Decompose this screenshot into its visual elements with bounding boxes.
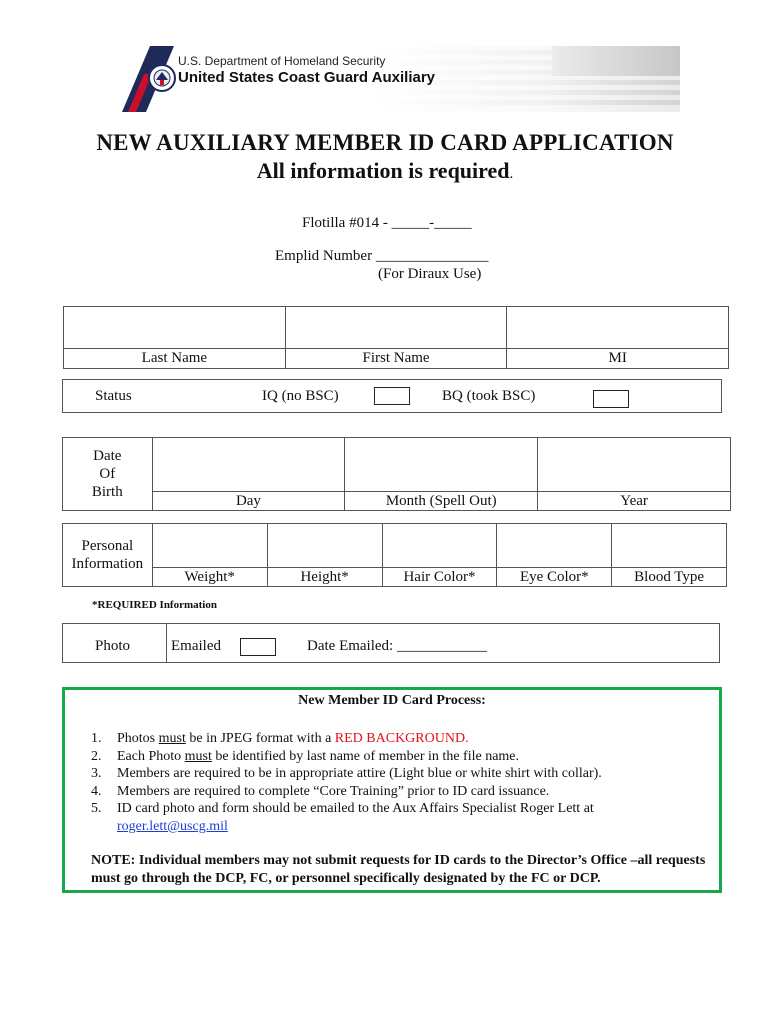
height-header: Height* — [267, 568, 382, 587]
list-number: 3. — [91, 766, 102, 782]
dob-label-line: Of — [99, 466, 116, 482]
day-header: Day — [152, 492, 345, 511]
bq-checkbox[interactable] — [593, 390, 629, 408]
item-text: Photos — [117, 731, 159, 746]
agency-name: U.S. Department of Homeland Security — [178, 54, 386, 68]
list-number: 5. — [91, 801, 102, 817]
emplid-note: (For Diraux Use) — [378, 266, 482, 282]
date-emailed-field[interactable]: Date Emailed: ____________ — [307, 638, 487, 654]
weight-field[interactable] — [152, 524, 267, 568]
item-text: Each Photo — [117, 748, 185, 764]
coast-guard-emblem-icon — [149, 65, 175, 91]
item-text: Members are required to be in appropriate attire (Light blue or white shirt with collar). — [117, 766, 602, 782]
list-item — [91, 730, 691, 748]
item-text: ID card photo and form should be emailed to the Aux Affairs Specialist Roger Lett at — [117, 801, 594, 817]
dob-label-line: Birth — [91, 484, 123, 500]
subtitle-suffix: . — [509, 166, 514, 182]
status-label: Status — [95, 388, 132, 404]
subtitle-text: All information is required — [256, 158, 510, 183]
item-text: be in JPEG format with a — [185, 731, 335, 746]
process-box — [62, 687, 722, 893]
hair-color-header: Hair Color* — [382, 568, 497, 587]
eye-color-field[interactable] — [497, 524, 612, 568]
emplid-line: Emplid Number _______________ — [275, 248, 489, 264]
item-emphasis: must — [184, 748, 212, 764]
item-emphasis: must — [158, 731, 186, 746]
hair-color-field[interactable] — [382, 524, 497, 568]
bq-label: BQ (took BSC) — [442, 388, 536, 404]
item-text: be identified by last name of member in the file name. — [211, 748, 520, 764]
personal-info-table — [62, 523, 727, 587]
list-item — [91, 748, 691, 766]
email-link[interactable]: roger.lett@uscg.mil — [117, 818, 228, 834]
mi-header: MI — [507, 349, 729, 369]
photo-row — [62, 623, 720, 663]
item-text: Members are required to complete “Core Training” prior to ID card issuance. — [117, 783, 550, 799]
status-row — [62, 379, 722, 413]
list-number: 4. — [91, 783, 102, 799]
name-table — [63, 306, 729, 369]
dob-table — [62, 437, 731, 511]
process-list — [91, 730, 691, 836]
dob-label — [63, 438, 153, 511]
personal-label — [63, 524, 153, 587]
blood-type-header: Blood Type — [612, 568, 727, 587]
personal-label-line: Information — [71, 556, 144, 572]
iq-checkbox[interactable] — [374, 387, 410, 405]
list-item — [91, 800, 691, 835]
emailed-checkbox[interactable] — [240, 638, 276, 656]
day-field[interactable] — [152, 438, 345, 492]
weight-header: Weight* — [152, 568, 267, 587]
photo-label: Photo — [95, 638, 131, 654]
iq-label: IQ (no BSC) — [262, 388, 339, 404]
list-item — [91, 765, 691, 783]
month-field[interactable] — [345, 438, 538, 492]
first-name-field[interactable] — [285, 307, 507, 349]
first-name-header: First Name — [285, 349, 507, 369]
list-number: 1. — [91, 731, 102, 746]
process-title: New Member ID Card Process: — [298, 693, 486, 708]
red-background-text: RED BACKGROUND. — [334, 731, 469, 746]
year-header: Year — [538, 492, 731, 511]
last-name-field[interactable] — [64, 307, 286, 349]
height-field[interactable] — [267, 524, 382, 568]
process-note: NOTE: Individual members may not submit requests for ID cards to the Director’s Office –all requests must go through the DCP, FC, or personnel specifically designated by the FC or DCP. — [91, 853, 706, 886]
blood-type-field[interactable] — [612, 524, 727, 568]
photo-divider — [166, 624, 167, 662]
mi-field[interactable] — [507, 307, 729, 349]
required-note: *REQUIRED Information — [92, 599, 217, 611]
personal-label-line: Personal — [81, 538, 134, 554]
organization-name: United States Coast Guard Auxiliary — [178, 69, 436, 86]
emailed-label: Emailed — [171, 638, 221, 654]
eye-color-header: Eye Color* — [497, 568, 612, 587]
dob-label-line: Date — [93, 448, 122, 464]
header-banner — [122, 46, 680, 112]
year-field[interactable] — [538, 438, 731, 492]
list-item — [91, 783, 691, 801]
list-number: 2. — [91, 748, 102, 764]
month-header: Month (Spell Out) — [345, 492, 538, 511]
form-title: NEW AUXILIARY MEMBER ID CARD APPLICATION — [96, 130, 674, 155]
flotilla-line: Flotilla #014 - _____-_____ — [302, 215, 472, 231]
form-subtitle — [0, 158, 770, 184]
last-name-header: Last Name — [64, 349, 286, 369]
